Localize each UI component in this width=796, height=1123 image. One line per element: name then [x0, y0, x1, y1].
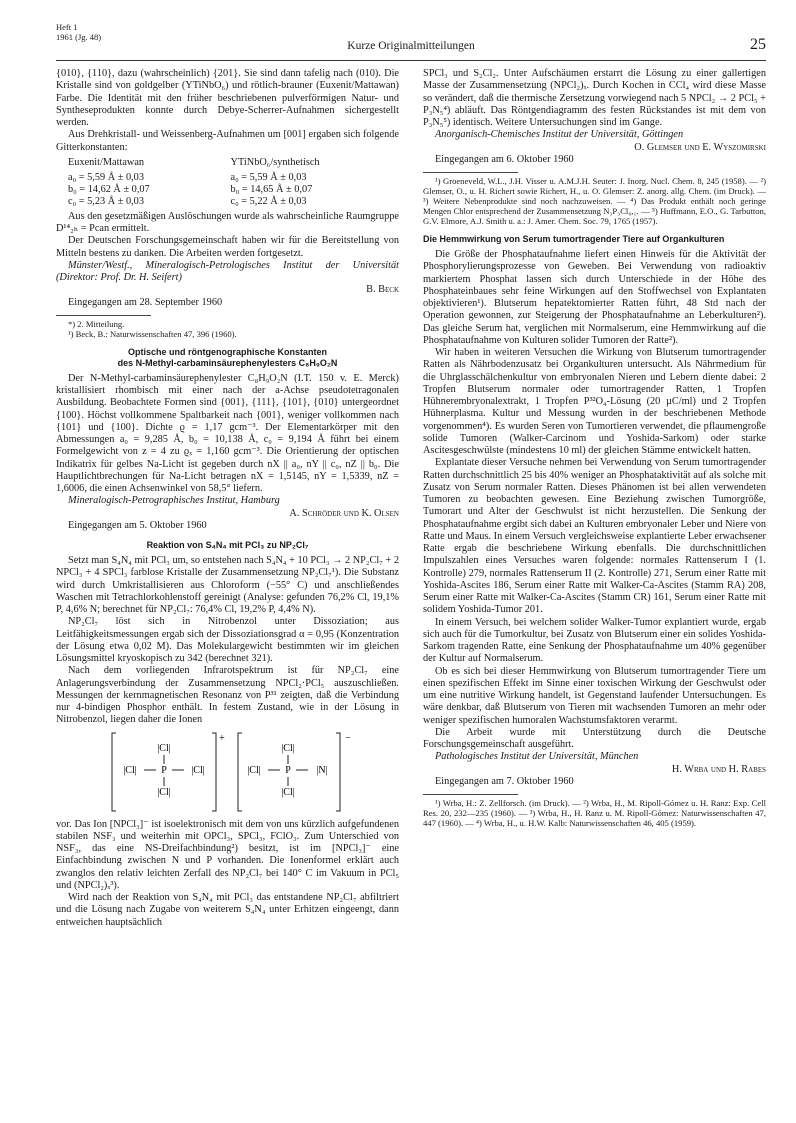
- title-line: Optische und röntgenographische Konstanten: [127, 346, 327, 357]
- footnote: ¹) Beck, B.: Naturwissenschaften 47, 396 (1960).: [68, 328, 237, 339]
- paragraph: Der N-Methyl-carbaminsäurephenylester C₈H₉O₂N (I.T. 150 v. E. Merck) kristallisiert rhombisch mit einer nach der a-Achse pseudotetragonalen Ausbildung. Beobachtete Formen sind {001}, {111}, {101}, {010} untergeordnet {100}. Höchst vollkommene Spaltbarkeit nach {001}, weniger vollkommen nach {101} und {100}. Dichte ϱ = 1,17 gcm⁻³. Der Elementarkörper mit den Abmessungen a₀ = 9,285 Å, b₀ = 10,138 Å, c₀ = 9,194 Å führt bei einem Formelgewicht von z = 4 zu ϱₓ = 1,160 gcm⁻³. Die Orientierung der optischen Indikatrix für gelbes Na-Licht ist gegeben durch nX || a₀, nY || c₀, nZ || b₀. Die Hauptlichtbrechungen für Na-Licht betragen nX = 1,5145, nY = 1,5339, nZ = 1,6006, die einen Achsenwinkel von 58,5° liefern.: [56, 372, 399, 494]
- formula-atom: |Cl|: [281, 786, 295, 798]
- paragraph: Die Größe der Phosphataufnahme liefert einen Hinweis für die Aktivität der Phosphorylierungsprozesse von Geweben. Bei Verwendung von radioaktiv markiertem Phosphat lassen sich durch Unterschiede in der Höhe des Phosphateinbaues sehr feine Wirkungen auf den Stoffwechsel von Explantaten objektivieren¹). Blutserum hepatektomierter Ratten führt, 48 Std nach der Operation gewonnen, zur Steigerung der Phosphataufnahme an Leberkulturen²). Das gleiche Serum hat, verglichen mit Normalserum, eine Hemmwirkung auf die Phosphataufnahme von Kulturen solider Tumoren der Ratte²).: [423, 249, 766, 346]
- received-date: Eingegangen am 7. Oktober 1960: [435, 775, 574, 787]
- paragraph: Nach dem vorliegenden Infrarotspektrum ist für NP₂Cl₇ eine Anlagerungsverbindung der Zusammensetzung NPCl₂·PCl₅ auszuschließen. Messungen der kernmagnetischen Resonanz von P³¹ zeigten, daß die Verbindung nur 4-bindigen Phosphor enthält. In festem Zustand, wie in der Lösung in Nitrobenzol, liegen daher die Ionen: [56, 665, 399, 726]
- journal-section: Kurze Originalmitteilungen: [347, 40, 475, 52]
- paragraph: Wird nach der Reaktion von S₄N₄ mit PCl₃ das entstandene NP₂Cl₇ abfiltriert und die Lösung nach Zugabe von weiterem S₄N₄ unter Erhitzen eingeengt, dann entweichen hauptsächlich: [56, 892, 399, 928]
- institute: Anorganisch-Chemisches Institut der Universität, Göttingen: [435, 129, 684, 141]
- lattice-value: b₀ = 14,62 Å ± 0,07: [68, 183, 150, 195]
- institute: Mineralogisch-Petrographisches Institut, Hamburg: [68, 495, 280, 507]
- page-number: 25: [750, 36, 766, 53]
- institute: Pathologisches Institut der Universität, München: [435, 751, 639, 763]
- paragraph: Der Deutschen Forschungsgemeinschaft haben wir für die Bereitstellung von Mitteln bestens zu danken. Die Arbeiten werden fortgesetzt.: [56, 235, 399, 259]
- formula-atom: |Cl|: [157, 742, 171, 754]
- institute: Münster/Westf., Mineralogisch-Petrologisches Institut der Universität (Direktor: Prof. Dr. H. Seifert): [56, 259, 399, 283]
- lattice-value: a₀ = 5,59 Å ± 0,03: [68, 171, 144, 183]
- formula-charge: −: [345, 732, 351, 744]
- paragraph: Die Arbeit wurde mit Unterstützung durch die Deutsche Forschungsgemeinschaft ausgeführt.: [423, 726, 766, 750]
- ion-structure-formula: [56, 731, 399, 813]
- footnote: *) 2. Mitteilung.: [68, 318, 125, 329]
- formula-atom: |Cl|: [247, 764, 261, 776]
- issue-line-2: 1961 (Jg. 48): [56, 32, 102, 42]
- issue-line-1: Heft 1: [56, 22, 78, 32]
- author: O. Glemser und E. Wyszomirski: [634, 141, 766, 153]
- article-title: [56, 347, 399, 369]
- column-header: Euxenit/Mattawan: [68, 156, 145, 168]
- paragraph: {010}, {110}, dazu (wahrscheinlich) {201}. Sie sind dann tafelig nach (010). Die Kristalle sind von goldgelber (YTiNbO₆) und rötlich-brauner (Euxenit/Mattawan) Farbe. Die Identität mit den früher beschriebenen pulverförmigen Natur- und Syntheseprodukten konnte durch Debye-Scherrer-Aufnahmen sichergestellt werden.: [56, 68, 399, 128]
- received-date: Eingegangen am 5. Oktober 1960: [68, 519, 207, 531]
- lattice-value: c₀ = 5,22 Å ± 0,03: [230, 195, 307, 207]
- paragraph: In einem Versuch, bei welchem solider Walker-Tumor explantiert wurde, ergab sich auch für die Tumorkultur, bei Zusatz von Blutserum einer ein solides Yoshida-Sarkom tragenden Ratte, eine Senkung der Phosphataufnahme um 40% gegenüber der Kultur auf Normalserum.: [423, 616, 766, 665]
- author: H. Wrba und H. Rabes: [671, 763, 766, 775]
- received-date: Eingegangen am 28. September 1960: [68, 296, 223, 308]
- left-column: [56, 68, 399, 929]
- author: A. Schröder und K. Olsen: [289, 507, 399, 519]
- formula-atom: |Cl|: [281, 742, 295, 754]
- paragraph: Aus Drehkristall- und Weissenberg-Aufnahmen um [001] ergaben sich folgende Gitterkonstanten:: [56, 129, 399, 153]
- paragraph: NP₂Cl₇ löst sich in Nitrobenzol unter Dissoziation; aus Leitfähigkeitsmessungen ergab sich der Dissoziationsgrad α = 0,95 (Konzentration der Lösung etwa 0,02 M). Das Molekulargewicht bestimmten wir im gleichen Lösungsmittel kryoskopisch zu 342 (berechnet 321).: [56, 616, 399, 664]
- lattice-value: b₀ = 14,65 Å ± 0,07: [230, 183, 313, 195]
- formula-atom: |Cl|: [191, 764, 205, 776]
- issue-info: [56, 22, 101, 42]
- footnote-rule: [423, 794, 518, 795]
- lattice-constants-table: [68, 157, 369, 208]
- paragraph: Explantate dieser Versuche nehmen bei Verwendung von Serum tumortragender Ratten durchschnittlich 25 bis 40% weniger an Phosphataktivität auf als solche mit Zusatz von Serum normaler Ratten. Dieses Phänomen ist bei allen verwendeten Tumoren zu beobachten gewesen. Eine Beziehung zwischen Tumorgröße, Tumorart und Alter der Geschwulst ist nicht herzustellen. Die Senkung der Phosphataufnahme ergibt sich dabei an Kulturen embryonaler Leber und Niere von Ratte und Maus. In einem Versuch vergleichsweise explantierte Leber erwachsener Ratte ergab die beschriebene Wirkung ebenfalls. Die durchschnittlichen Impulszahlen eines Versuches waren folgende: normales Rattenserum I (1. Kontrolle) 279, normales Rattenserum II (2. Kontrolle) 271, Serum einer Ratte mit Yoshida-Ascites 186, Serum einer Ratte mit Walker-Ca-Ascites (Stamm RA) 208, Serum einer Ratte mit Walker-Ca-Ascites (Stamm CR) 161, Serum einer Ratte mit solidem Yoshida-Tumor 201.: [423, 457, 766, 616]
- received-date: Eingegangen am 6. Oktober 1960: [435, 153, 574, 165]
- paragraph: Aus den gesetzmäßigen Auslöschungen wurde als wahrscheinliche Raumgruppe D¹⁴₂ₕ = Pcan ermittelt.: [56, 210, 399, 234]
- references: ¹) Wrba, H.: Z. Zellforsch. (im Druck). — ²) Wrba, H., M. Ripoll-Gómez u. H. Ranz: Exp. Cell Res. 20, 232—235 (1960). — ³) Wrba, H., H. Ranz u. M. Ripoll-Gómez: Naturwissenschaften 47, 447 (1960). — ⁴) Wrba, H., u. H.W. Kalb: Naturwissenschaften 46, 405 (1959).: [423, 798, 766, 828]
- article-title: Reaktion von S₄N₄ mit PCl₃ zu NP₂Cl₇: [146, 540, 309, 550]
- journal-page: [56, 22, 766, 1112]
- paragraph: Wir haben in weiteren Versuchen die Wirkung von Blutserum tumortragender Ratten als Nährbodenzusatz bei Organkulturen untersucht. Als Nährmedium für die Uhrglasschälchenkultur von embryonalen Nieren und Lebern diente dabei: 2 Tropfen Blutserum normaler oder tumortragender Ratten, 1 Tropfen Hühnerembryonalextrakt, 1 Tropfen P³²O₄-Lösung (20 µC/ml) und 2 Tropfen Hühnerplasma. Kultur und Messung wurden in der beschriebenen Methode vorgenommen⁴). Es wurden Seren von Tumortieren verwendet, die pflaumengroße solide Tumoren (Walker-Carcinom und Yoshida-Sarkom) oder starke Ascitesgeschwülste (mindestens 10 ml) der gleichen Stämme entwickelt hatten.: [423, 347, 766, 456]
- right-column: [423, 68, 766, 828]
- formula-atom: |N|: [316, 764, 328, 776]
- formula-charge: +: [219, 732, 225, 744]
- formula-atom: |Cl|: [157, 786, 171, 798]
- formula-atom: P: [285, 764, 291, 776]
- paragraph: Setzt man S₄N₄ mit PCl₃ um, so entstehen nach S₄N₄ + 10 PCl₃ → 2 NP₂Cl₇ + 2 NPCl₃ + 4 SPCl₃ farblose Kristalle der Zusammensetzung NP₂Cl₇¹). Die Substanz wird durch Umkristallisieren aus Chloroform (−55° C) und anschließendes Waschen mit Tetrachlorkohlenstoff gereinigt (Analyse: gefunden 76,2% Cl, 19,1% P, 4,6% N; berechnet für NP₂Cl₇: 76,4% Cl, 19,2% P, 4,4% N).: [56, 555, 399, 615]
- paragraph: SPCl₃ und S₂Cl₂. Unter Aufschäumen erstarrt die Lösung zu einer gallertigen Masse der Zusammensetzung (NPCl₂)ₓ. Durch Kochen in CCl₄ wird diese Masse so verändert, daß die thermische Zersetzung vorwiegend nach 5 NPCl₂ → 2 PCl₅ + P₃N₅⁴) abläuft. Das Röntgendiagramm des festen Rückstandes ist mit dem von P₃N₅⁵) identisch. Weitere Untersuchungen sind im Gange.: [423, 68, 766, 128]
- column-header: YTiNbO₆/synthetisch: [230, 156, 320, 168]
- formula-atom: |Cl|: [123, 764, 137, 776]
- formula-atom: P: [161, 764, 167, 776]
- author: B. Beck: [366, 284, 399, 296]
- footnote-rule: [423, 172, 518, 173]
- references: ¹) Groeneveld, W.L., J.H. Visser u. A.M.J.H. Seuter: J. Inorg. Nucl. Chem. 8, 245 (1958). — ²) Glemser, O., u. H. Richert sowie Richert, H., u. O. Glemser: Z. anorg. allg. Chem. (im Druck). — ³) Weitere Nebenprodukte sind noch nachzuweisen. — ⁴) Das Produkt enthält noch geringe Mengen Chlor entsprechend der Zusammensetzung N₃P₃Cl₀,₁. — ⁵) Huffmann, E.O., G. Tarbutton, G.V. Elmore, A.J. Smith u. a.: J. Amer. Chem. Soc. 79, 1765 (1957).: [423, 176, 766, 226]
- lattice-value: c₀ = 5,23 Å ± 0,03: [68, 195, 144, 207]
- footnote-rule: [56, 315, 151, 316]
- page-header: [56, 22, 766, 61]
- paragraph: vor. Das Ion [NPCl₃]⁻ ist isoelektronisch mit dem von uns kürzlich aufgefundenen stabilen NSF₃ und weiterhin mit OPCl₃, SPCl₃, FClO₃. Zum Unterschied von NSF₃, das eine NS-Dreifachbindung²) besitzt, ist im [NPCl₃]⁻ eine Einfachbindung zwischen N und P vorhanden. Die Ionenformel erklärt auch zwanglos den relativ leichten Zerfall des NP₂Cl₇ bei 140° C im Vakuum in PCl₅ und (NPCl₂)ₓ³).: [56, 818, 399, 891]
- paragraph: Ob es sich bei dieser Hemmwirkung von Blutserum tumortragender Tiere um einen spezifischen Effekt im Sinne einer toxischen Wirkung der Geschwulst oder um eine nutritive Wirkung handelt, ist Gegenstand laufender Untersuchungen. Es wäre denkbar, daß Blutserum von Tieren mit wachsenden Tumoren an mehr oder weniger spezifischen humoralen Wachstumsfaktoren verarmt.: [423, 665, 766, 726]
- article-title: Die Hemmwirkung von Serum tumortragender Tiere auf Organkulturen: [423, 234, 725, 244]
- title-line: des N-Methyl-carbaminsäurephenylesters C₈H₉O₂N: [117, 357, 338, 368]
- lattice-value: a₀ = 5,59 Å ± 0,03: [230, 171, 307, 183]
